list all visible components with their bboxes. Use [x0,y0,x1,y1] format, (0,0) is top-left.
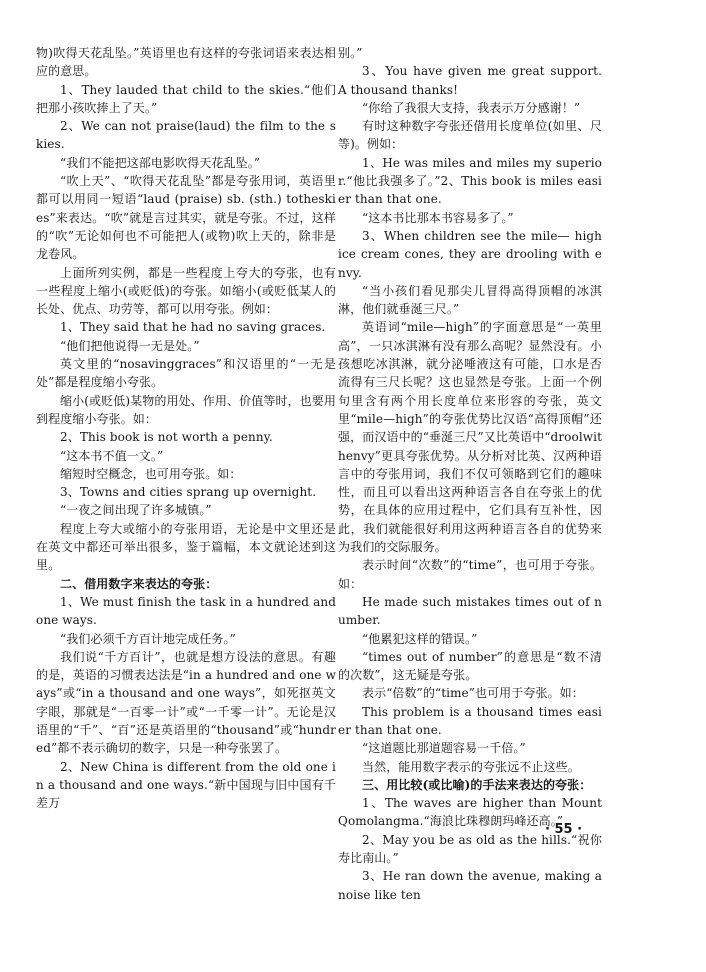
section-heading: 三、用比较(或比喻)的手法来表达的夸张： [362,777,592,792]
paragraph: 3、He ran down the avenue, making a noise like ten [338,869,602,902]
paragraph: 2、This book is not worth a penny. [60,430,273,445]
paragraph: 3、You have given me great support. A thousand thanks! [338,64,602,97]
paragraph: “我们不能把这部电影吹得天花乱坠。” [60,155,261,170]
paragraph: 2、May you be as old as the hills.“祝你寿比南山。” [338,832,602,866]
paragraph: 缩短时空概念，也可用夸张。如： [60,466,242,481]
paragraph: 缩小(或贬低)某物的用处、作用、价值等时，也要用到程度缩小夸张。如： [36,393,336,426]
right-column [338,44,602,904]
paragraph: 2、New China is different from the old one in a thousand and one ways.“新中国现与旧中国有千差万 [36,759,336,811]
paragraph: 表示时间“次数”的“time”，也可用于夸张。如： [338,558,602,591]
paragraph: 表示“倍数”的“time”也可用于夸张。如： [362,686,584,701]
paragraph: “吹上天”、“吹得天花乱坠”都是夸张用词，英语里都可以用同一短语“laud (praise) sb. (sth.) totheskies”来表达。“吹”就是言过其实，就是夸张。不过，这样的“吹”无论如何也不可能把人(或物)吹上天的，除非是龙卷风。 [36,174,336,262]
left-column [36,44,336,812]
paragraph: 有时这种数字夸张还借用长度单位(如里、尺等)。例如： [338,119,602,152]
paragraph: “一夜之间出现了许多城镇。” [60,503,212,518]
paragraph: 当然，能用数字表示的夸张远不止这些。 [362,759,580,774]
paragraph: 英语词“mile—high”的字面意思是“一英里高”，一只冰淇淋有没有那么高呢？显然没有。小孩想吃冰淇淋，就分泌唾液这有可能，口水是否流得有三尺长呢？这也显然是夸张。上面一个例句里含有两个用长度单位来形容的夸张，英文里“mile—high”的夸张优势比汉语“高得顶帽”还强，而汉语中的“垂涎三尺”又比英语中“droolwithenvy”更具夸张优势。从分析对比英、汉两种语言中的夸张用词，我们不仅可领略到它们的趣味性，而且可以看出这两种语言各自在夸张上的优势，在具体的应用过程中，它们具有互补性，因此，我们就能很好利用这两种语言各自的优势来为我们的交际服务。 [338,320,602,555]
paragraph: 3、Towns and cities sprang up overnight. [60,485,317,500]
paragraph: 英文里的“nosavinggraces”和汉语里的“一无是处”都是程度缩小夸张。 [36,357,336,390]
paragraph: 别。” [338,46,363,60]
paragraph: This problem is a thousand times easier than that one. [338,704,602,737]
paragraph: 上面所列实例，都是一些程度上夸大的夸张，也有一些程度上缩小(或贬低)的夸张。如缩小(或贬低某人的长处、优点、功劳等，都可以用夸张。例如： [36,265,336,317]
paragraph: “这道题比那道题容易一千倍。” [362,741,526,756]
paragraph: 1、He was miles and miles my superior.“他比我强多了。”2、This book is miles easier than that one. [338,155,602,207]
paragraph: 物)吹得天花乱坠。”英语里也有这样的夸张词语来表达相应的意思。 [36,46,336,79]
paragraph: “我们必须千方百计地完成任务。” [60,631,236,646]
paragraph: 1、They lauded that child to the skies.“他们把那小孩吹捧上了天。” [36,82,336,115]
paragraph: “当小孩们看见那尖儿冒得高得顶帽的冰淇淋，他们就垂涎三尺。” [338,283,602,317]
paragraph: 2、We can not praise(laud) the film to the skies. [36,119,336,152]
paragraph: “这本书不值一文。” [60,448,164,463]
paragraph: 1、We must finish the task in a hundred and one ways. [36,594,336,628]
paragraph: “你给了我很大支持，我表示万分感谢！” [362,100,581,115]
paragraph: “他们把他说得一无是处。” [60,338,200,353]
paragraph: 3、When children see the mile— high ice cream cones, they are drooling with envy. [338,228,602,280]
section-heading: 二、借用数字来表达的夸张： [60,576,218,591]
paragraph: 程度上夸大或缩小的夸张用语，无论是中文里还是在英文中都还可举出很多，鉴于篇幅，本文就论述到这里。 [36,521,336,573]
paragraph: 我们说“千方百计”，也就是想方设法的意思。有趣的是，英语的习惯表达法是“in a hundred and one ways”或“in a thousand and one ways”，如死抠英文字眼，那就是“一百零一计”或“一千零一计”。无论是汉语里的“千”、“百”还是英语里的“thousand”或“hundred”都不表示确切的数字，只是一种夸张罢了。 [36,649,336,756]
paragraph: 1、They said that he had no saving graces. [60,320,326,335]
paragraph: He made such mistakes times out of number. [338,594,602,628]
paragraph: 1、The waves are higher than Mount Qomolangma.“海浪比珠穆朗玛峰还高。” [338,796,602,829]
paragraph: “times out of number”的意思是“数不清的次数”，这无疑是夸张。 [338,649,602,683]
paragraph: “这本书比那本书容易多了。” [362,210,514,225]
paragraph: “他累犯这样的错误。” [362,631,478,646]
page-number: · 55 · [545,822,583,837]
